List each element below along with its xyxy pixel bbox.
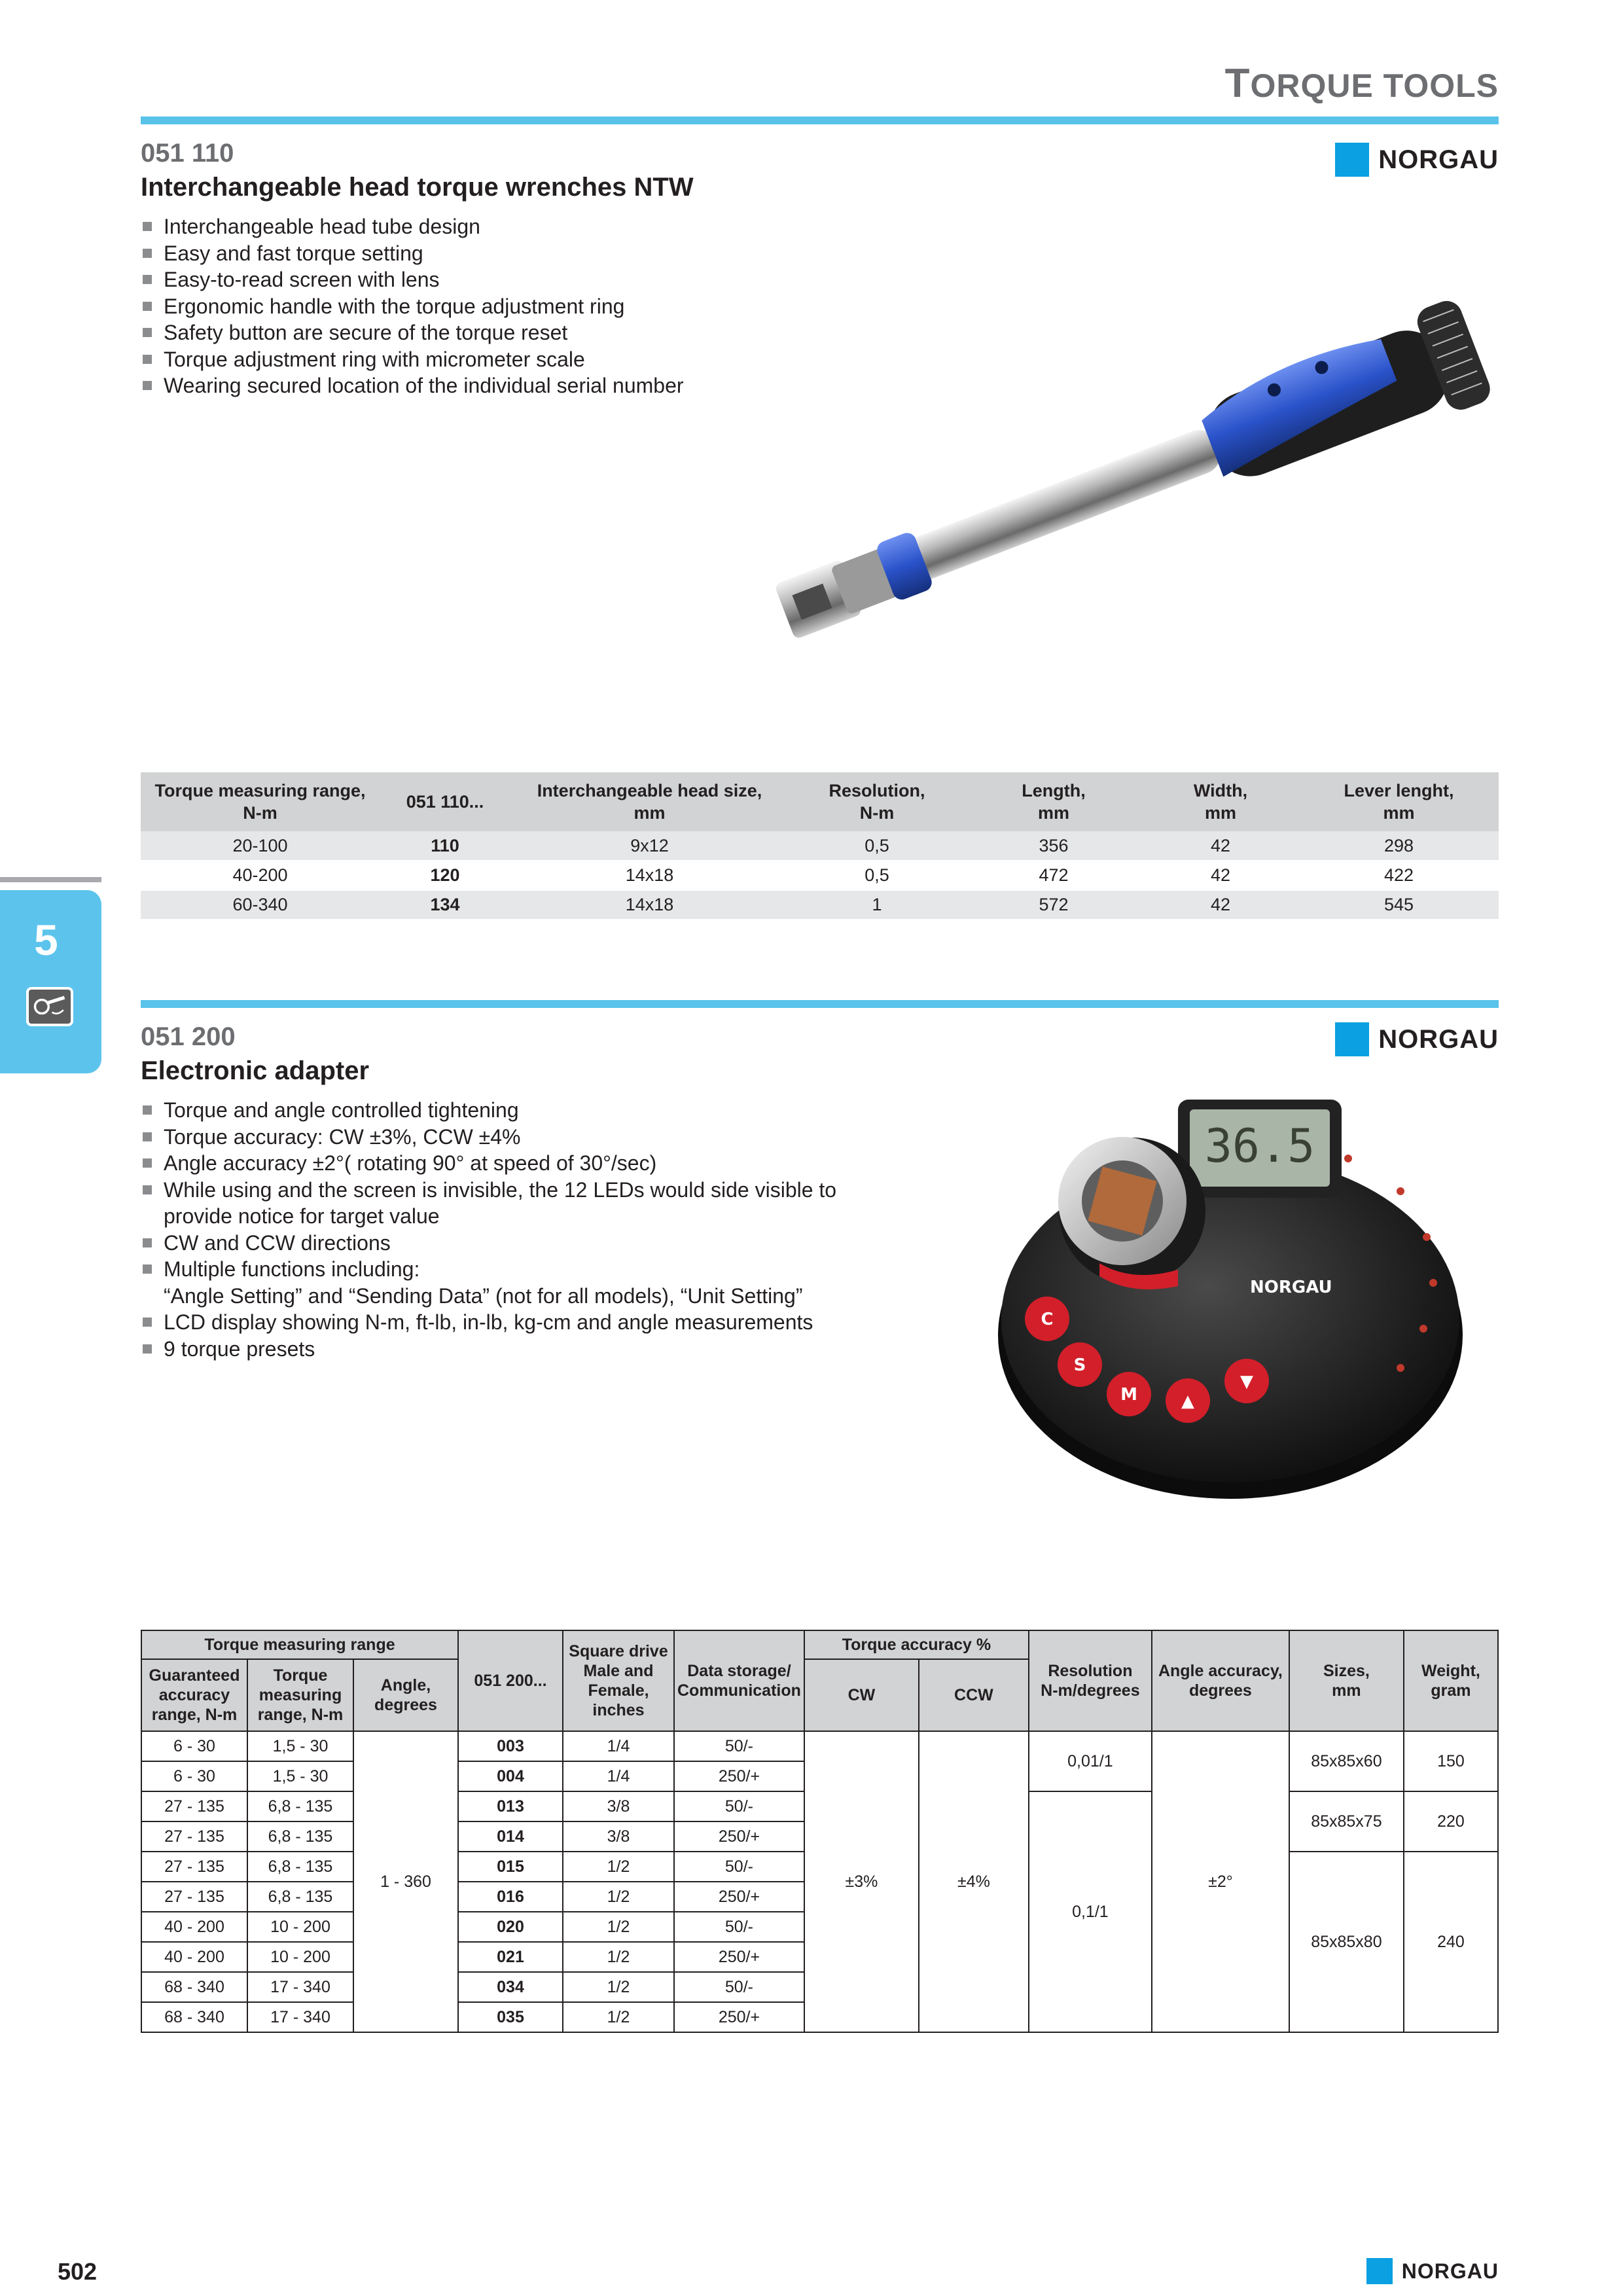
- torque-wrench-image: [720, 255, 1531, 700]
- bullet-icon: [143, 328, 152, 337]
- table-header-cell: Sizes, mm: [1289, 1630, 1404, 1731]
- bullet-icon: [143, 1132, 152, 1141]
- list-item: Torque and angle controlled tightening: [143, 1097, 836, 1124]
- table-row: 40 - 200 10 - 200 021 1/2 250/+: [141, 1942, 1498, 1972]
- table-row: 60-340 134 14x18 1 572 42 545: [141, 890, 1499, 920]
- list-item-continuation: “Angle Setting” and “Sending Data” (not for all models), “Unit Setting”: [164, 1283, 803, 1308]
- list-item: While using and the screen is invisible, the 12 LEDs would side visible to: [143, 1177, 836, 1204]
- table-header-cell: Guaranteed accuracy range, N-m: [141, 1659, 247, 1731]
- table-header-cell: Length, mm: [965, 772, 1142, 831]
- adapter-spec-table: [141, 1630, 1499, 2033]
- feature-list: [143, 1097, 836, 1362]
- table-header-cell: CCW: [919, 1659, 1029, 1731]
- bullet-icon: [143, 1318, 152, 1327]
- table-header-cell: Torque accuracy %: [804, 1630, 1029, 1659]
- chapter-tab[interactable]: [0, 890, 101, 1073]
- list-item: Ergonomic handle with the torque adjustment ring: [143, 293, 684, 320]
- table-header-cell: 051 200...: [458, 1630, 563, 1731]
- table-header-cell: Torque measuring range, N-m: [247, 1659, 353, 1731]
- table-header-cell: Data storage/ Communication: [674, 1630, 804, 1731]
- brand-square-icon: [1335, 143, 1369, 177]
- side-tab-divider: [0, 877, 101, 882]
- torque-wrench-icon: [26, 987, 73, 1026]
- table-row: 27 - 135 6,8 - 135 014 3/8 250/+: [141, 1821, 1498, 1852]
- section-rule-top: [141, 117, 1499, 124]
- list-item: 9 torque presets: [143, 1336, 836, 1363]
- table-header-cell: Resolution, N-m: [789, 772, 965, 831]
- table-header-cell: 051 110...: [380, 772, 510, 831]
- table-header-cell: Interchangeable head size, mm: [510, 772, 789, 831]
- list-item: Angle accuracy ±2°( rotating 90° at speed of 30°/sec): [143, 1150, 836, 1177]
- list-item: Multiple functions including:: [143, 1256, 836, 1283]
- table-header-cell: Lever lenght, mm: [1299, 772, 1499, 831]
- feature-list: [143, 213, 684, 399]
- chapter-number: 5: [34, 916, 58, 964]
- list-item: LCD display showing N-m, ft-lb, in-lb, kg-cm and angle measurements: [143, 1309, 836, 1336]
- bullet-icon: [143, 302, 152, 311]
- table-header-cell: Torque measuring range, N-m: [141, 772, 380, 831]
- section-title: TORQUE TOOLS: [1224, 61, 1499, 106]
- device-brand-label: NORGAU: [1250, 1278, 1332, 1297]
- list-item: Wearing secured location of the individual serial number: [143, 372, 684, 399]
- table-row: 40 - 200 10 - 200 020 1/2 50/-: [141, 1912, 1498, 1942]
- section-rule-middle: [141, 1000, 1499, 1008]
- button-label: C: [1041, 1310, 1054, 1329]
- list-item: Easy-to-read screen with lens: [143, 266, 684, 293]
- table-header-cell: Square drive Male and Female, inches: [563, 1630, 674, 1731]
- table-header-cell: Angle, degrees: [353, 1659, 458, 1731]
- bullet-icon: [143, 1238, 152, 1247]
- table-row: 68 - 340 17 - 340 035 1/2 250/+: [141, 2002, 1498, 2032]
- list-item: Easy and fast torque setting: [143, 240, 684, 267]
- table-header-row: [141, 1630, 1498, 1659]
- footer-brand-logo: NORGAU: [1366, 2258, 1499, 2284]
- table-row: 27 - 135 6,8 - 135 013 3/8 50/- 0,1/1 85x85x75 220: [141, 1791, 1498, 1821]
- table-row: 27 - 135 6,8 - 135 016 1/2 250/+: [141, 1882, 1498, 1912]
- button-label: S: [1073, 1355, 1086, 1375]
- table-row: 6 - 30 1,5 - 30 004 1/4 250/+: [141, 1761, 1498, 1791]
- product-title: Electronic adapter: [141, 1056, 370, 1085]
- table-row: 6 - 30 1,5 - 30 1 - 360 003 1/4 50/- ±3% ±4% 0,01/1 ±2° 85x85x60 150: [141, 1731, 1498, 1761]
- button-label: M: [1120, 1385, 1137, 1405]
- page-number: 502: [58, 2258, 98, 2285]
- product-title: Interchangeable head torque wrenches NTW: [141, 173, 694, 202]
- brand-logo: NORGAU: [1335, 1022, 1499, 1056]
- table-header-cell: CW: [804, 1659, 919, 1731]
- bullet-icon: [143, 222, 152, 231]
- list-item-continuation: provide notice for target value: [164, 1204, 440, 1228]
- bullet-icon: [143, 1105, 152, 1115]
- electronic-adapter-image: [982, 1060, 1479, 1512]
- table-header-cell: Angle accuracy, degrees: [1152, 1630, 1289, 1731]
- table-header-cell: Resolution N-m/degrees: [1029, 1630, 1152, 1731]
- brand-square-icon: [1335, 1022, 1369, 1056]
- list-item: Torque adjustment ring with micrometer scale: [143, 346, 684, 373]
- bullet-icon: [143, 355, 152, 364]
- bullet-icon: [143, 1344, 152, 1354]
- button-label: ▲: [1181, 1391, 1194, 1411]
- bullet-icon: [143, 275, 152, 284]
- table-row: 40-200 120 14x18 0,5 472 42 422: [141, 861, 1499, 890]
- bullet-icon: [143, 249, 152, 258]
- button-label: ▼: [1240, 1372, 1253, 1391]
- wrench-spec-table: [141, 772, 1499, 920]
- list-item: Safety button are secure of the torque reset: [143, 319, 684, 346]
- brand-square-icon: [1366, 2258, 1393, 2284]
- table-row: 20-100 110 9x12 0,5 356 42 298: [141, 831, 1499, 861]
- table-header-cell: Weight, gram: [1404, 1630, 1498, 1731]
- brand-logo: NORGAU: [1335, 143, 1499, 177]
- table-header-cell: Torque measuring range: [141, 1630, 458, 1659]
- list-item: Torque accuracy: CW ±3%, CCW ±4%: [143, 1124, 836, 1151]
- product-code: 051 110: [141, 139, 234, 168]
- table-row: 27 - 135 6,8 - 135 015 1/2 50/- 85x85x80 240: [141, 1852, 1498, 1882]
- bullet-icon: [143, 1185, 152, 1194]
- product-code: 051 200: [141, 1022, 236, 1051]
- list-item: CW and CCW directions: [143, 1230, 836, 1257]
- table-row: 68 - 340 17 - 340 034 1/2 50/-: [141, 1972, 1498, 2002]
- bullet-icon: [143, 1158, 152, 1168]
- bullet-icon: [143, 1265, 152, 1274]
- table-header-row: [141, 772, 1499, 831]
- list-item: Interchangeable head tube design: [143, 213, 684, 240]
- bullet-icon: [143, 381, 152, 390]
- lcd-reading: 36.5: [1204, 1119, 1315, 1173]
- table-header-cell: Width, mm: [1142, 772, 1299, 831]
